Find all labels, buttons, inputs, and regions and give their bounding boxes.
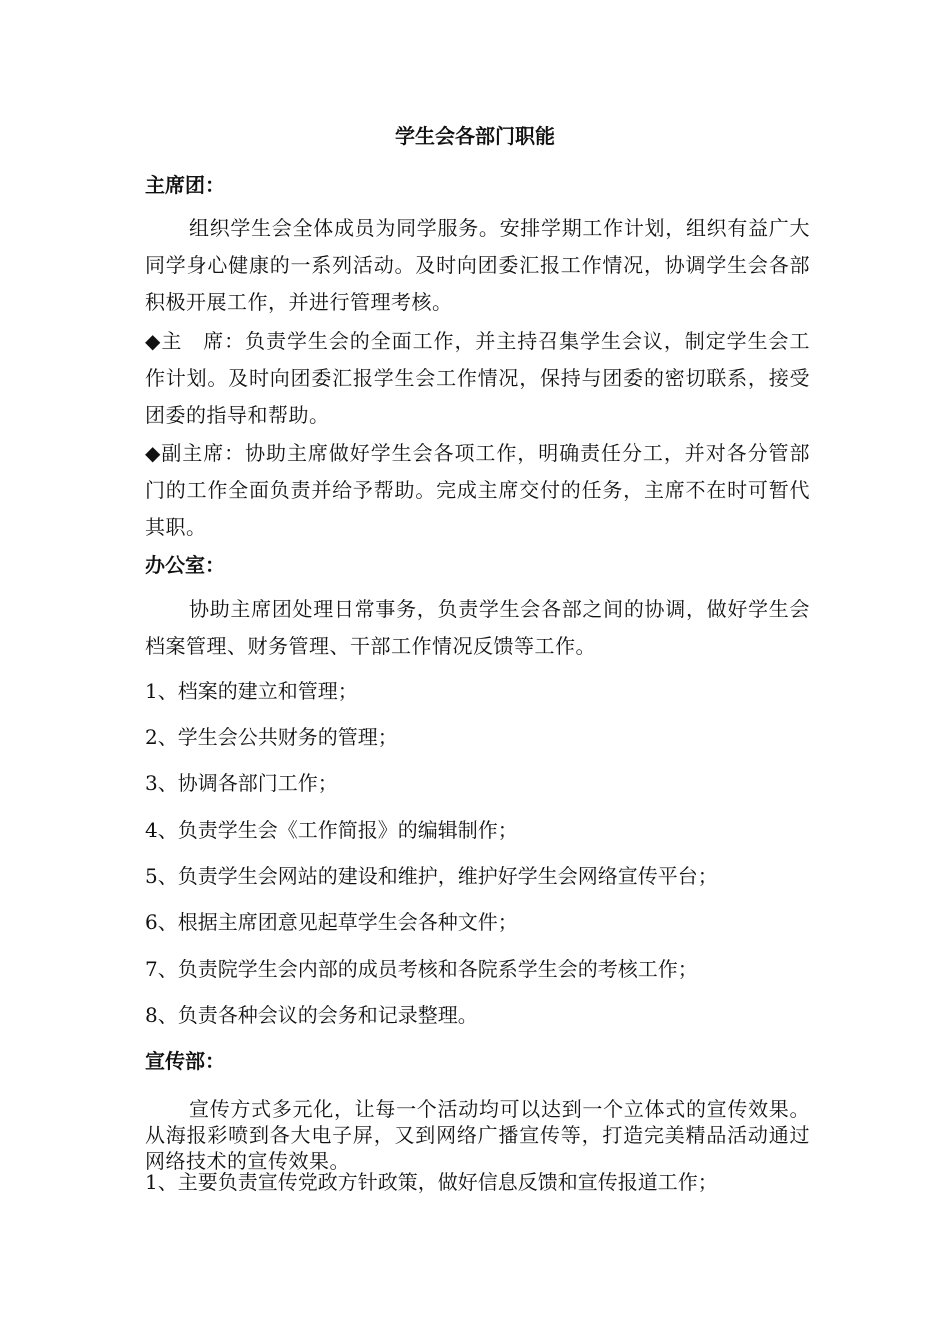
document-title: 学生会各部门职能 [395, 124, 555, 148]
office-item: 8、负责各种会议的会务和记录整理。 [145, 1003, 478, 1027]
office-item: 2、学生会公共财务的管理； [145, 725, 398, 749]
section-heading-publicity: 宣传部： [145, 1049, 225, 1073]
section-heading-office: 办公室： [145, 553, 225, 577]
office-item: 6、根据主席团意见起草学生会各种文件； [145, 910, 518, 934]
office-item: 5、负责学生会网站的建设和维护，维护好学生会网络宣传平台； [145, 864, 718, 888]
presidium-intro: 组织学生会全体成员为同学服务。安排学期工作计划，组织有益广大同学身心健康的一系列活动。及时向团委汇报工作情况，协调学生会各部积极开展工作，并进行管理考核。 [145, 216, 810, 314]
office-item: 1、档案的建立和管理； [145, 679, 358, 703]
office-item: 7、负责院学生会内部的成员考核和各院系学生会的考核工作； [145, 957, 698, 981]
presidium-vice-chairman: ◆副主席：协助主席做好学生会各项工作，明确责任分工，并对各分管部门的工作全面负责并给予帮助。完成主席交付的任务，主席不在时可暂代其职。 [145, 441, 810, 539]
publicity-intro: 宣传方式多元化，让每一个活动均可以达到一个立体式的宣传效果。从海报彩喷到各大电子屏，又到网络广播宣传等，打造完美精品活动通过网络技术的宣传效果。 [145, 1097, 810, 1173]
section-heading-presidium: 主席团： [145, 173, 225, 197]
office-intro: 协助主席团处理日常事务，负责学生会各部之间的协调，做好学生会档案管理、财务管理、干部工作情况反馈等工作。 [145, 597, 810, 658]
office-item: 4、负责学生会《工作简报》的编辑制作； [145, 818, 518, 842]
office-item: 3、协调各部门工作； [145, 771, 338, 795]
publicity-item: 1、主要负责宣传党政方针政策，做好信息反馈和宣传报道工作； [145, 1170, 718, 1194]
presidium-chairman: ◆主 席：负责学生会的全面工作，并主持召集学生会议，制定学生会工作计划。及时向团委汇报学生会工作情况，保持与团委的密切联系，接受团委的指导和帮助。 [145, 329, 810, 427]
